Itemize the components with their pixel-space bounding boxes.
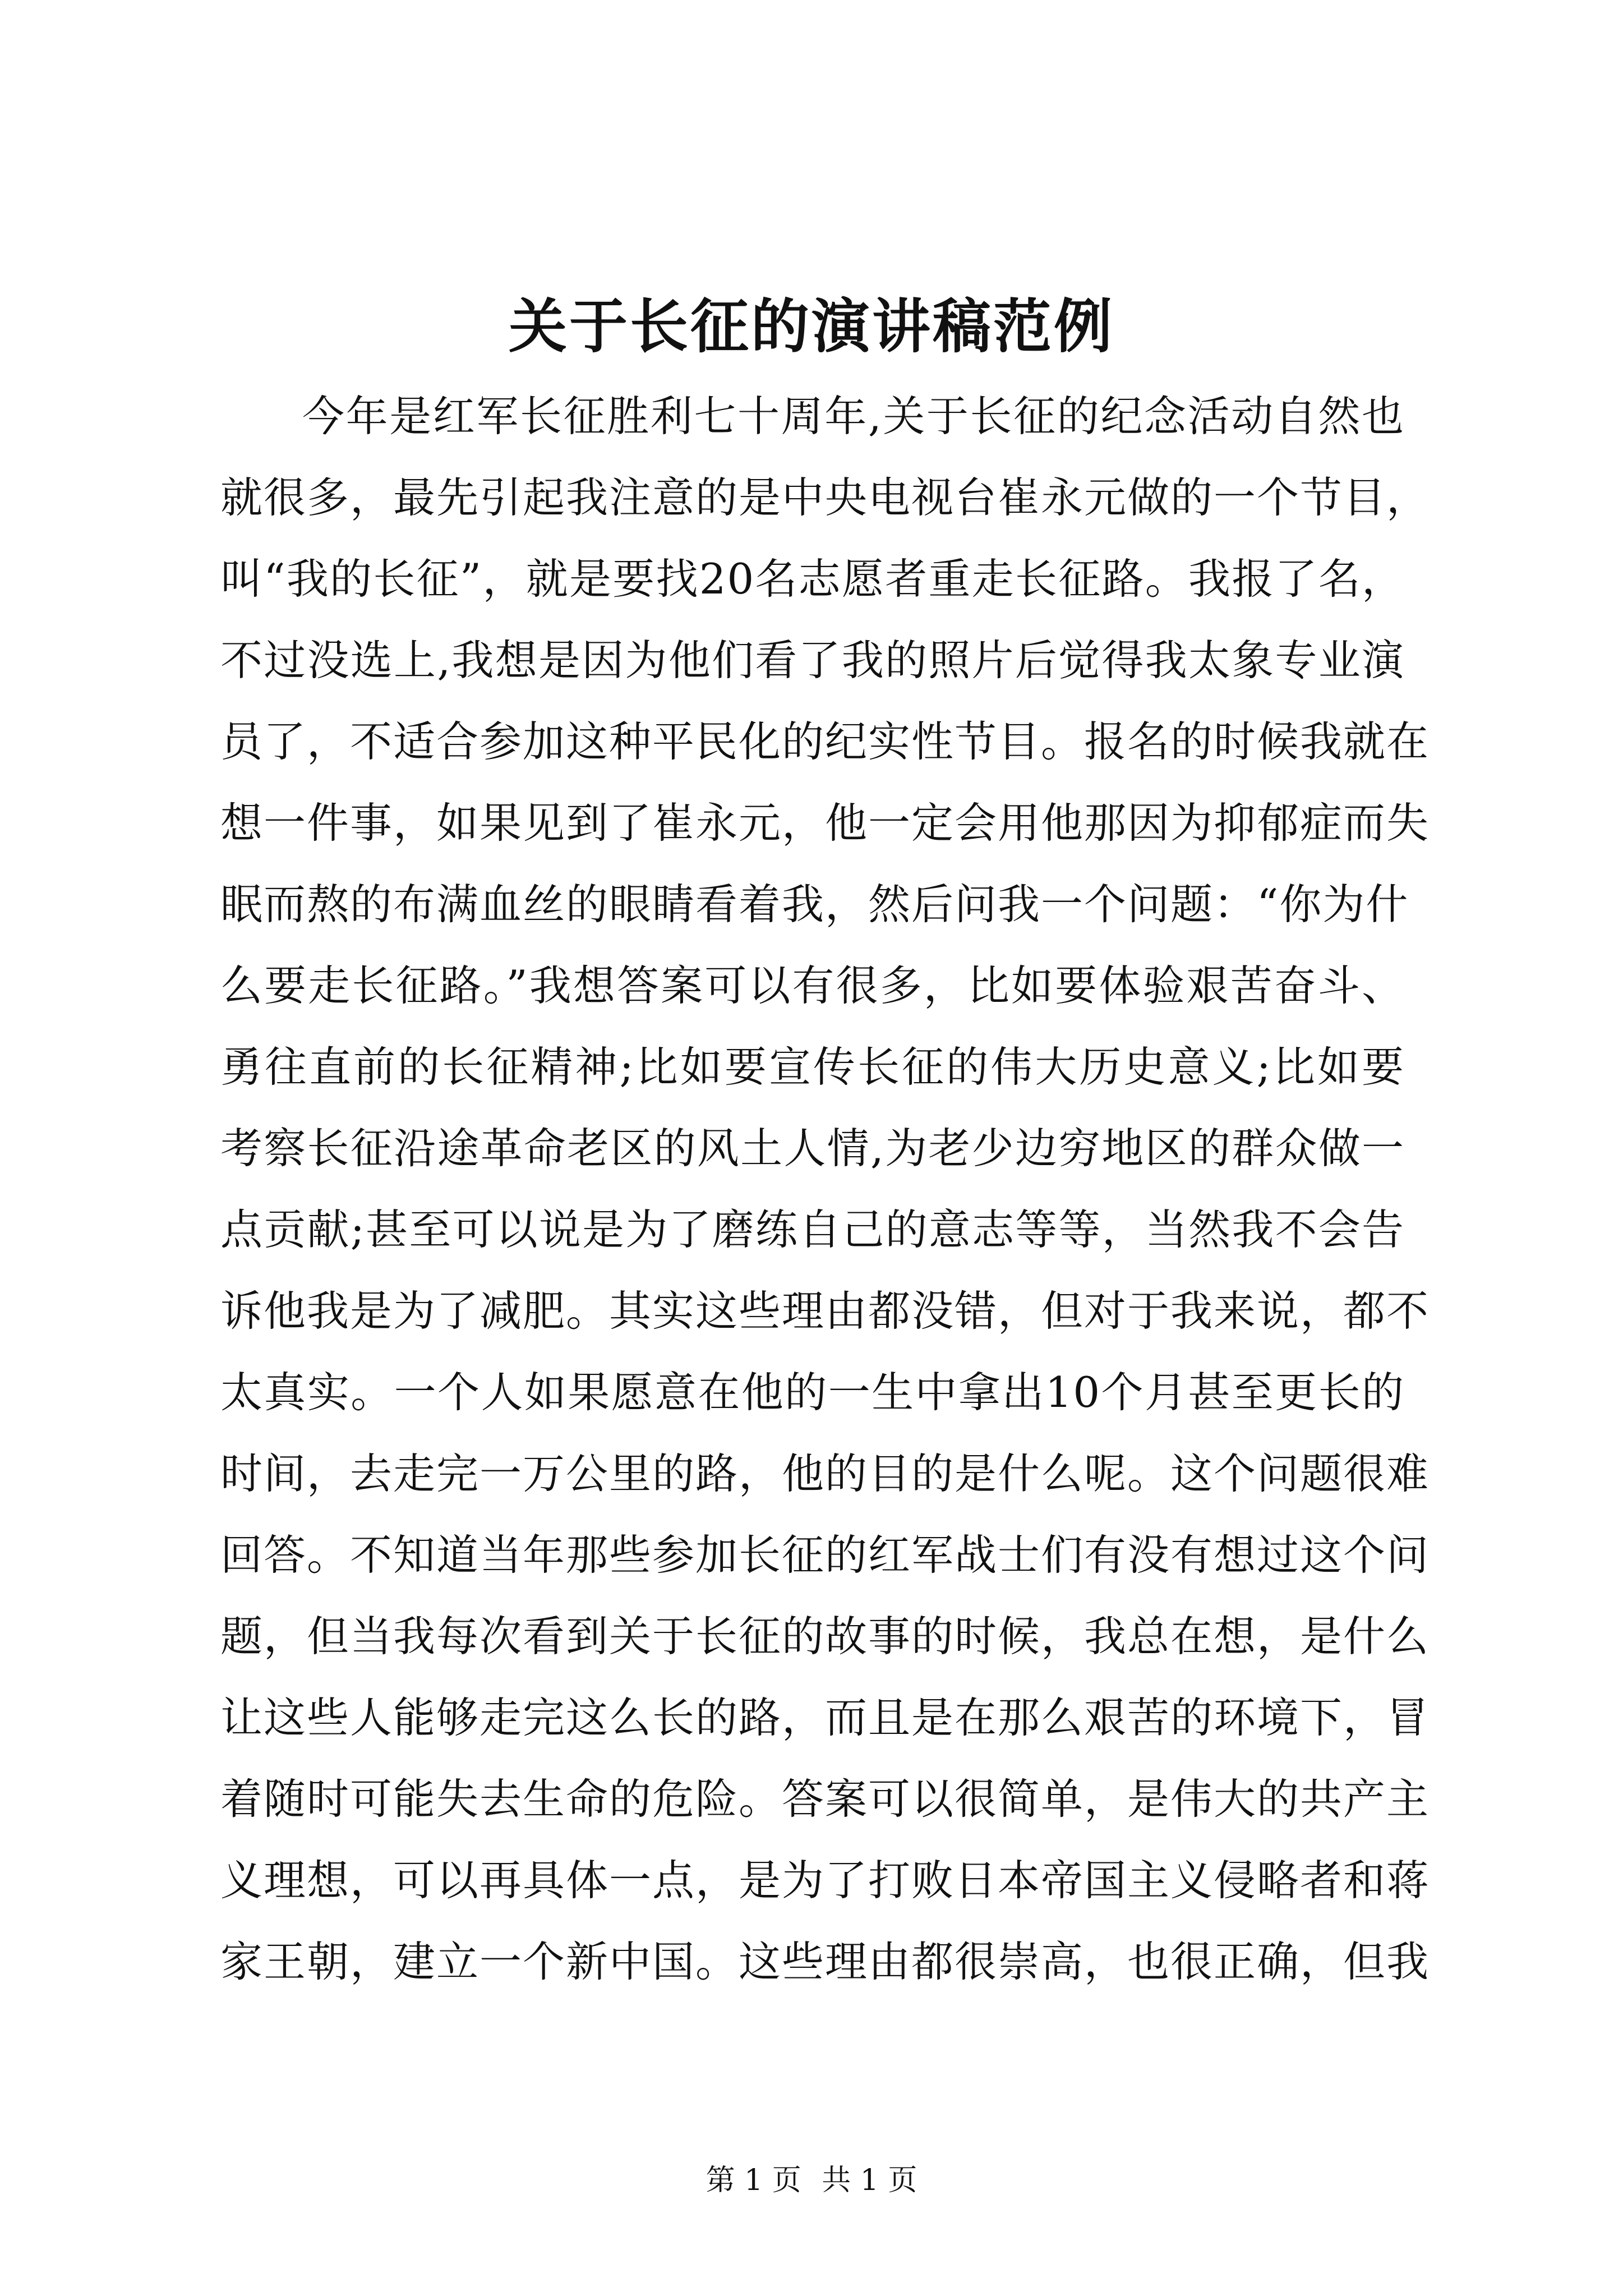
page-total: 共 1 页 xyxy=(822,2164,917,2197)
document-title: 关于长征的演讲稿范例 xyxy=(508,292,1114,361)
body-line: 叫“我的长征”，就是要找20名志愿者重走长征路。我报了名， xyxy=(220,554,1405,604)
body-line: 员了，不适合参加这种平民化的纪实性节目。报名的时候我就在 xyxy=(220,717,1430,766)
body-line: 太真实。一个人如果愿意在他的一生中拿出10个月甚至更长的 xyxy=(220,1368,1405,1417)
body-line: 着随时可能失去生命的危险。答案可以很简单，是伟大的共产主 xyxy=(220,1774,1430,1824)
body-line: 就很多，最先引起我注意的是中央电视台崔永元做的一个节目， xyxy=(220,473,1430,522)
body-line: 时间，去走完一万公里的路，他的目的是什么呢。这个问题很难 xyxy=(220,1449,1430,1498)
page-number: 第 1 页 xyxy=(706,2164,801,2197)
body-line: 想一件事，如果见到了崔永元，他一定会用他那因为抑郁症而失 xyxy=(220,798,1430,848)
body-line: 让这些人能够走完这么长的路，而且是在那么艰苦的环境下，冒 xyxy=(220,1693,1430,1742)
document-body xyxy=(220,376,1430,2003)
body-line: 不过没选上,我想是因为他们看了我的照片后觉得我太象专业演 xyxy=(220,636,1405,685)
body-line: 点贡献;甚至可以说是为了磨练自己的意志等等，当然我不会告 xyxy=(220,1205,1405,1254)
body-line: 回答。不知道当年那些参加长征的红军战士们有没有想过这个问 xyxy=(220,1530,1430,1580)
page-footer xyxy=(0,2161,1623,2200)
body-line: 义理想，可以再具体一点，是为了打败日本帝国主义侵略者和蒋 xyxy=(220,1856,1430,1905)
body-line: 眠而熬的布满血丝的眼睛看着我，然后问我一个问题：“你为什 xyxy=(220,880,1409,929)
body-line: 题，但当我每次看到关于长征的故事的时候，我总在想，是什么 xyxy=(220,1612,1430,1661)
body-line: 勇往直前的长征精神;比如要宣传长征的伟大历史意义;比如要 xyxy=(220,1042,1405,1092)
body-line: 么要走长征路。”我想答案可以有很多，比如要体验艰苦奋斗、 xyxy=(220,961,1405,1010)
body-line: 家王朝，建立一个新中国。这些理由都很崇高，也很正确，但我 xyxy=(220,1937,1430,1986)
body-line: 诉他我是为了减肥。其实这些理由都没错，但对于我来说，都不 xyxy=(220,1286,1430,1336)
body-line: 今年是红军长征胜利七十周年,关于长征的纪念活动自然也 xyxy=(302,392,1405,441)
body-line: 考察长征沿途革命老区的风土人情,为老少边穷地区的群众做一 xyxy=(220,1124,1405,1173)
